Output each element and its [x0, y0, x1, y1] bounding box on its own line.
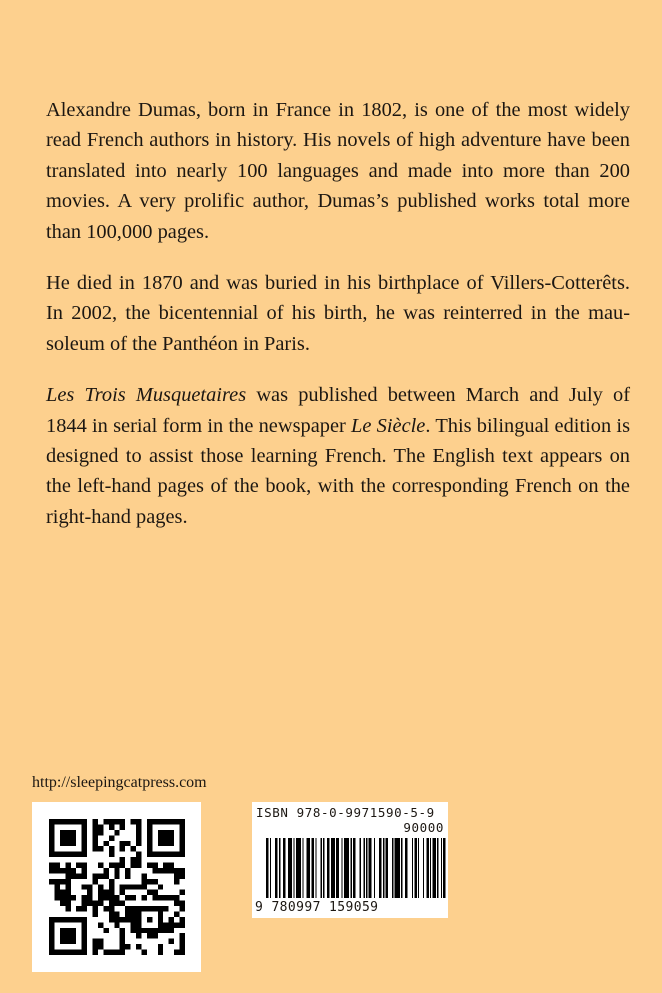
paragraph-edition: [46, 380, 630, 532]
edition-text-a: was published between March and July of 1844 in serial form in the newspaper: [46, 384, 630, 437]
qr-code: [32, 802, 201, 972]
isbn-text: ISBN 978-0-9971590-5-9: [256, 805, 435, 820]
paragraph-death: He died in 1870 and was buried in his birthplace of Villers-Cotterêts. In 2002, the bicentennial of his birth, he was reinterred in the mausoleum of the Panthéon in Paris.: [46, 272, 630, 355]
back-cover-description: [46, 95, 630, 553]
edition-text-b: . This bilingual edition is designed to assist those learning French. The English text appears on the left-hand pages of the book, with the corresponding French on the right-hand pages.: [46, 414, 631, 528]
price-code: 90000: [403, 820, 444, 835]
paragraph-biography: Alexandre Dumas, born in France in 1802, is one of the most widely read French authors in history. His novels of high adventure have been translated into nearly 100 languages and made into more than 200 movies. A very prolific author, Dumas’s published works total more than 100,000 pages.: [46, 99, 630, 243]
qr-code-icon: [49, 819, 185, 955]
book-title-italic: Les Trois Musquetaires: [46, 384, 247, 407]
newspaper-title-italic: Le Siècle: [351, 414, 426, 437]
ean-digits: 9 780997 159059: [255, 900, 379, 915]
isbn-barcode: [252, 802, 448, 918]
publisher-url: http://sleepingcatpress.com: [32, 774, 207, 791]
